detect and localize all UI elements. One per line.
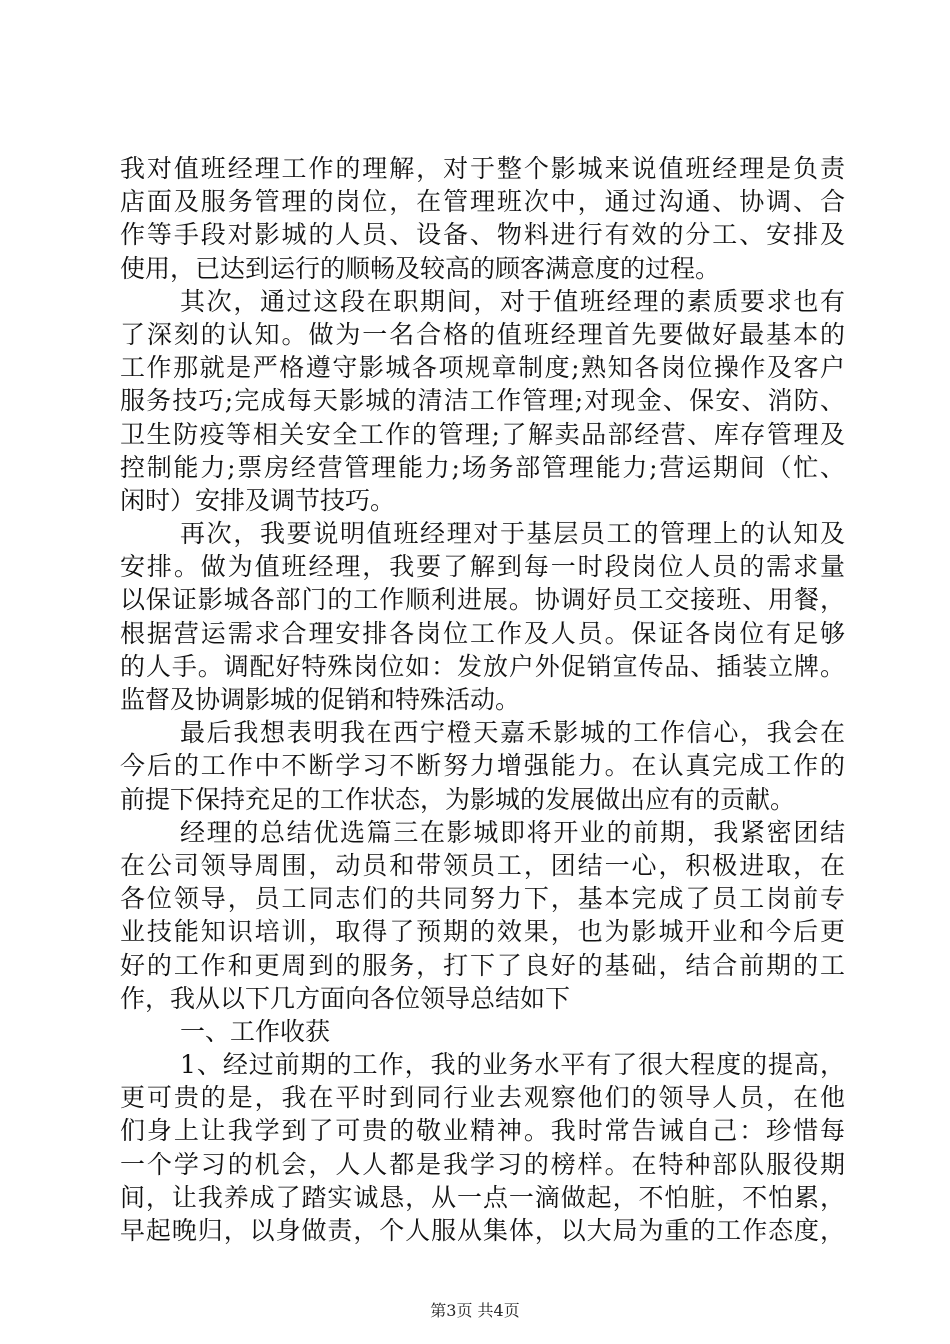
text-line: 作，我从以下几方面向各位领导总结如下 bbox=[120, 983, 571, 1013]
text-line: 早起晚归，以身做责，个人服从集体，以大局为重的工作态度， bbox=[120, 1216, 845, 1245]
text-line: 们身上让我学到了可贵的敬业精神。我时常告诫自己：珍惜每 bbox=[120, 1116, 845, 1146]
text-line: 更可贵的是，我在平时到同行业去观察他们的领导人员，在他 bbox=[120, 1083, 845, 1113]
text-line: 安排。做为值班经理，我要了解到每一时段岗位人员的需求量 bbox=[120, 552, 845, 582]
text-line: 经理的总结优选篇三在影城即将开业的前期，我紧密团结 bbox=[180, 817, 845, 847]
text-line: 监督及协调影城的促销和特殊活动。 bbox=[120, 685, 521, 714]
text-line: 1、经过前期的工作，我的业务水平有了很大程度的提高， bbox=[180, 1050, 845, 1080]
text-line: 其次，通过这段在职期间，对于值班经理的素质要求也有 bbox=[180, 286, 845, 316]
text-line: 各位领导，员工同志们的共同努力下，基本完成了员工岗前专 bbox=[120, 884, 845, 914]
text-line: 服务技巧;完成每天影城的清洁工作管理;对现金、保安、消防、 bbox=[120, 386, 845, 416]
text-line: 了深刻的认知。做为一名合格的值班经理首先要做好最基本的 bbox=[120, 319, 845, 349]
text-line: 的人手。调配好特殊岗位如：发放户外促销宣传品、插装立牌。 bbox=[120, 651, 845, 681]
text-line: 今后的工作中不断学习不断努力增强能力。在认真完成工作的 bbox=[120, 751, 845, 781]
text-line: 我对值班经理工作的理解，对于整个影城来说值班经理是负责 bbox=[120, 154, 845, 183]
text-line: 闲时）安排及调节技巧。 bbox=[120, 485, 396, 515]
text-line: 根据营运需求合理安排各岗位工作及人员。保证各岗位有足够 bbox=[120, 618, 845, 648]
body-text bbox=[120, 152, 845, 1247]
text-line: 最后我想表明我在西宁橙天嘉禾影城的工作信心，我会在 bbox=[180, 718, 845, 748]
text-line: 工作那就是严格遵守影城各项规章制度;熟知各岗位操作及客户 bbox=[120, 353, 845, 383]
text-line: 好的工作和更周到的服务，打下了良好的基础，结合前期的工 bbox=[120, 950, 845, 980]
text-line: 一、工作收获 bbox=[180, 1016, 331, 1046]
text-line: 以保证影城各部门的工作顺利进展。协调好员工交接班、用餐， bbox=[120, 585, 845, 615]
text-line: 卫生防疫等相关安全工作的管理;了解卖品部经营、库存管理及 bbox=[120, 419, 845, 449]
text-line: 控制能力;票房经营管理能力;场务部管理能力;营运期间（忙、 bbox=[120, 452, 845, 482]
text-line: 在公司领导周围，动员和带领员工，团结一心，积极进取，在 bbox=[120, 850, 845, 880]
text-line: 作等手段对影城的人员、设备、物料进行有效的分工、安排及 bbox=[120, 220, 845, 250]
text-line: 间，让我养成了踏实诚恳，从一点一滴做起，不怕脏，不怕累， bbox=[120, 1182, 845, 1212]
text-line: 使用，已达到运行的顺畅及较高的顾客满意度的过程。 bbox=[120, 253, 721, 283]
text-line: 前提下保持充足的工作状态，为影城的发展做出应有的贡献。 bbox=[120, 784, 796, 814]
text-line: 一个学习的机会，人人都是我学习的榜样。在特种部队服役期 bbox=[120, 1149, 845, 1179]
text-line: 业技能知识培训，取得了预期的效果，也为影城开业和今后更 bbox=[120, 917, 845, 947]
text-line: 店面及服务管理的岗位，在管理班次中，通过沟通、协调、合 bbox=[120, 187, 845, 217]
text-line: 再次，我要说明值班经理对于基层员工的管理上的认知及 bbox=[180, 519, 845, 549]
page-footer: 第3页 共4页 bbox=[430, 1301, 520, 1320]
